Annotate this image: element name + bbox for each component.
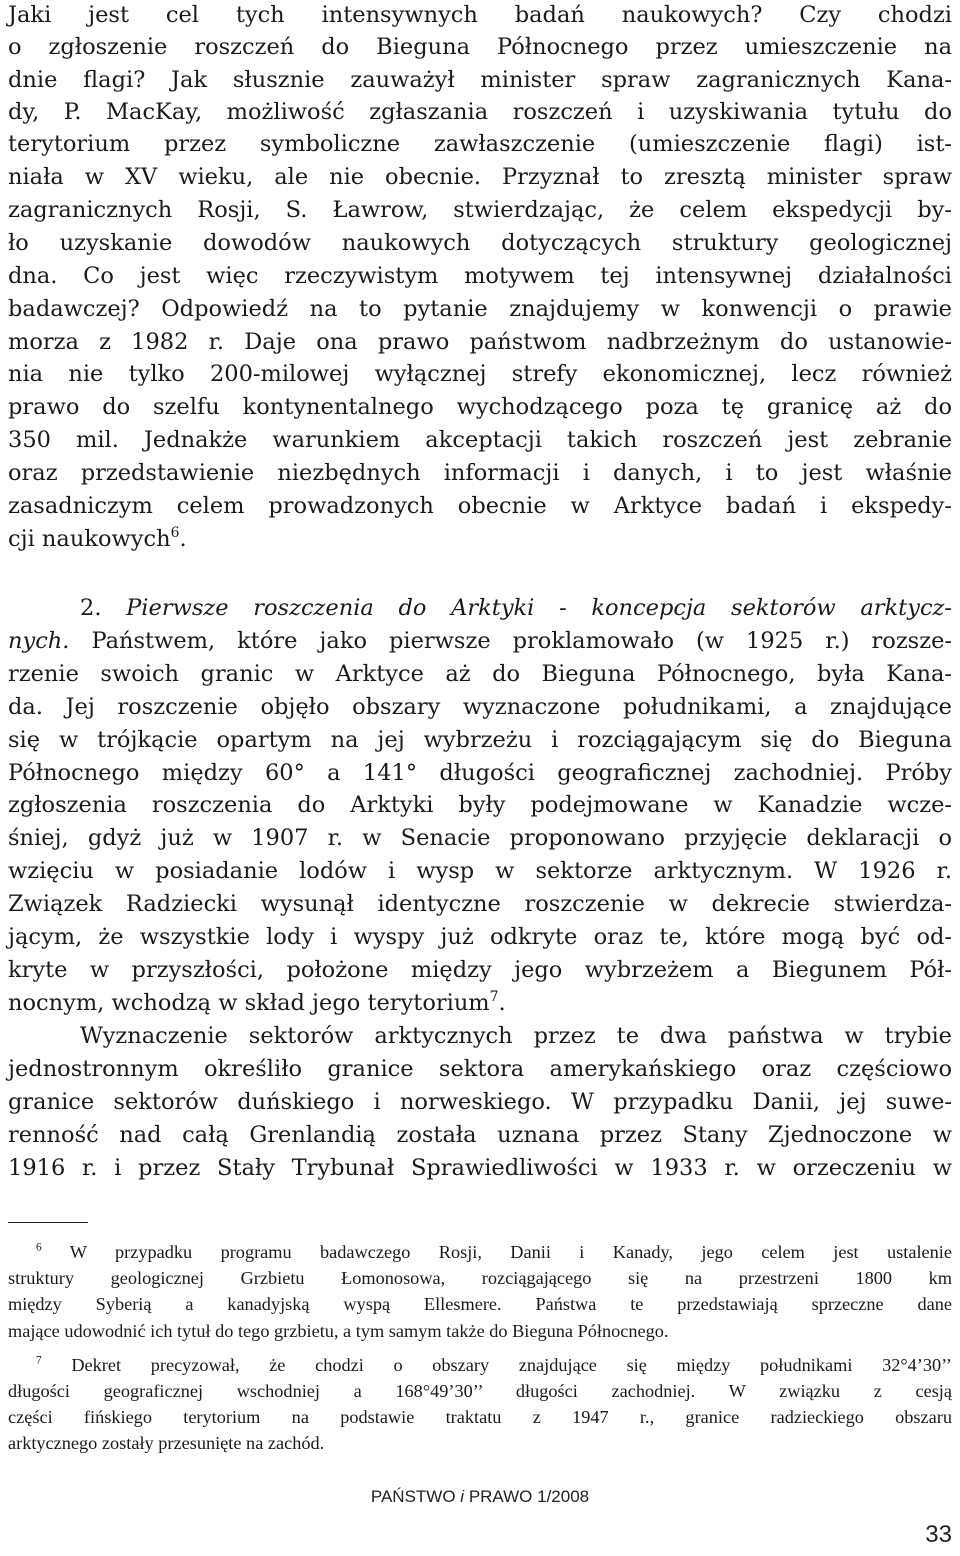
footnote-6-line: struktury geologicznej Grzbietu Łomonosowa, rozciągającego się na przestrzeni 1800 km — [8, 1268, 952, 1288]
body-line: zasadniczym celem prowadzonych obecnie w Arktyce badań i ekspedy- — [8, 493, 952, 519]
body-line: o zgłoszenie roszczeń do Bieguna Północnego przez umieszczenie na — [8, 34, 952, 60]
footnote-6-line: między Syberią a kanadyjską wyspą Ellesmere. Państwa te przedstawiają sprzeczne dane — [8, 1294, 952, 1314]
body-line: da. Jej roszczenie objęło obszary wyznaczone południkami, a znajdujące — [8, 694, 952, 720]
section-title-continued: nych. — [8, 628, 70, 654]
footnote-number: 6 — [36, 1241, 42, 1254]
body-line: nia nie tylko 200-milowej wyłącznej strefy ekonomicznej, lecz również — [8, 361, 952, 387]
body-line: morza z 1982 r. Daje ona prawo państwom nadbrzeżnym do ustanowie- — [8, 329, 952, 355]
footnote-6-line: $^6$ W przypadku programu badawczego Rosji, Danii i Kanady, jego celem jest ustalenie — [36, 1241, 952, 1262]
body-line: granice sektorów duńskiego i norweskiego. W przypadku Danii, jej suwe- — [8, 1089, 952, 1115]
body-line: Jaki jest cel tych intensywnych badań naukowych? Czy chodzi — [8, 2, 952, 28]
body-line: się w trójkącie opartym na jej wybrzeżu i rozciągającym się do Bieguna — [8, 727, 952, 753]
section-heading-line: nych. Państwem, które jako pierwsze proklamowało (w 1925 r.) rozsze- — [8, 628, 952, 654]
body-line: oraz przedstawienie niezbędnych informacji i danych, i to jest właśnie — [8, 460, 952, 486]
section-heading-line — [80, 594, 952, 622]
footnote-ref-6[interactable]: 6 — [170, 524, 180, 541]
body-line: badawczej? Odpowiedź na to pytanie znajdujemy w konwencji o prawie — [8, 296, 952, 322]
footnote-7-line: arktycznego zostały przesunięte na zachód. — [8, 1433, 325, 1453]
body-line: nocnym, wchodzą w skład jego terytorium$^7$. — [8, 988, 506, 1016]
body-line: ło uzyskanie dowodów naukowych dotyczących struktury geologicznej — [8, 230, 952, 256]
footnote-6-line: mające udowodnić ich tytuł do tego grzbietu, a tym samym także do Bieguna Północnego. — [8, 1321, 669, 1341]
footnote-ref-7[interactable]: 7 — [489, 988, 499, 1005]
body-line: Wyznaczenie sektorów arktycznych przez te dwa państwa w trybie — [80, 1023, 952, 1049]
body-line: zagranicznych Rosji, S. Ławrow, stwierdzając, że celem ekspedycji by- — [8, 197, 952, 223]
body-line: 1916 r. i przez Stały Trybunał Sprawiedliwości w 1933 r. w orzeczeniu w — [8, 1155, 952, 1181]
footnote-number: 7 — [36, 1354, 42, 1367]
body-line: jącym, że wszystkie lody i wyspy już odkryte oraz te, które mogą być od- — [8, 924, 952, 950]
section-title: Pierwsze roszczenia do Arktyki - koncepcja sektorów arktycz- — [126, 595, 952, 621]
body-line: renność nad całą Grenlandią została uznana przez Stany Zjednoczone w — [8, 1122, 952, 1148]
footnote-7-line: długości geograficznej wschodniej a 168°49’30’’ długości zachodniej. W związku z cesją — [8, 1381, 952, 1401]
journal-footer: PAŃSTWO i PRAWO 1/2008 — [370, 1487, 590, 1506]
body-line: dna. Co jest więc rzeczywistym motywem tej intensywnej działalności — [8, 263, 952, 289]
body-line: wzięciu w posiadanie lodów i wysp w sektorze arktycznym. W 1926 r. — [8, 858, 952, 884]
page-number: 33 — [925, 1521, 952, 1548]
body-line: Związek Radziecki wysunął identyczne roszczenie w dekrecie stwierdza- — [8, 891, 952, 917]
body-line: kryte w przyszłości, położone między jego wybrzeżem a Biegunem Pół- — [8, 957, 952, 983]
section-number: 2. — [80, 595, 102, 621]
body-line: zgłoszenia roszczenia do Arktyki były podejmowane w Kanadzie wcze- — [8, 792, 952, 818]
footnote-7-line: części fińskiego terytorium na podstawie traktatu z 1947 r., granice radzieckiego obszaru — [8, 1407, 952, 1427]
body-line: 350 mil. Jednakże warunkiem akceptacji takich roszczeń jest zebranie — [8, 427, 952, 453]
body-line: niała w XV wieku, ale nie obecnie. Przyznał to zresztą minister spraw — [8, 164, 952, 190]
body-line: dy, P. MacKay, możliwość zgłaszania roszczeń i uzyskiwania tytułu do — [8, 99, 952, 125]
body-line: śniej, gdyż już w 1907 r. w Senacie proponowano przyjęcie deklaracji o — [8, 825, 952, 851]
body-line: rzenie swoich granic w Arktyce aż do Bieguna Północnego, była Kana- — [8, 661, 952, 687]
body-line: terytorium przez symboliczne zawłaszczenie (umieszczenie flagi) ist- — [8, 131, 952, 157]
body-line: cji naukowych$^6$. — [8, 524, 187, 552]
footnote-separator — [8, 1222, 88, 1223]
footnote-7-line: $^7$ Dekret precyzował, że chodzi o obszary znajdujące się między południkami 32°4’30’’ — [36, 1354, 952, 1375]
body-line: prawo do szelfu kontynentalnego wychodzącego poza tę granicę aż do — [8, 394, 952, 420]
body-line: jednostronnym określiło granice sektora amerykańskiego oraz częściowo — [8, 1056, 952, 1082]
body-line: dnie flagi? Jak słusznie zauważył minister spraw zagranicznych Kana- — [8, 67, 952, 93]
body-line: Północnego między 60° a 141° długości geograficznej zachodniej. Próby — [8, 760, 952, 786]
